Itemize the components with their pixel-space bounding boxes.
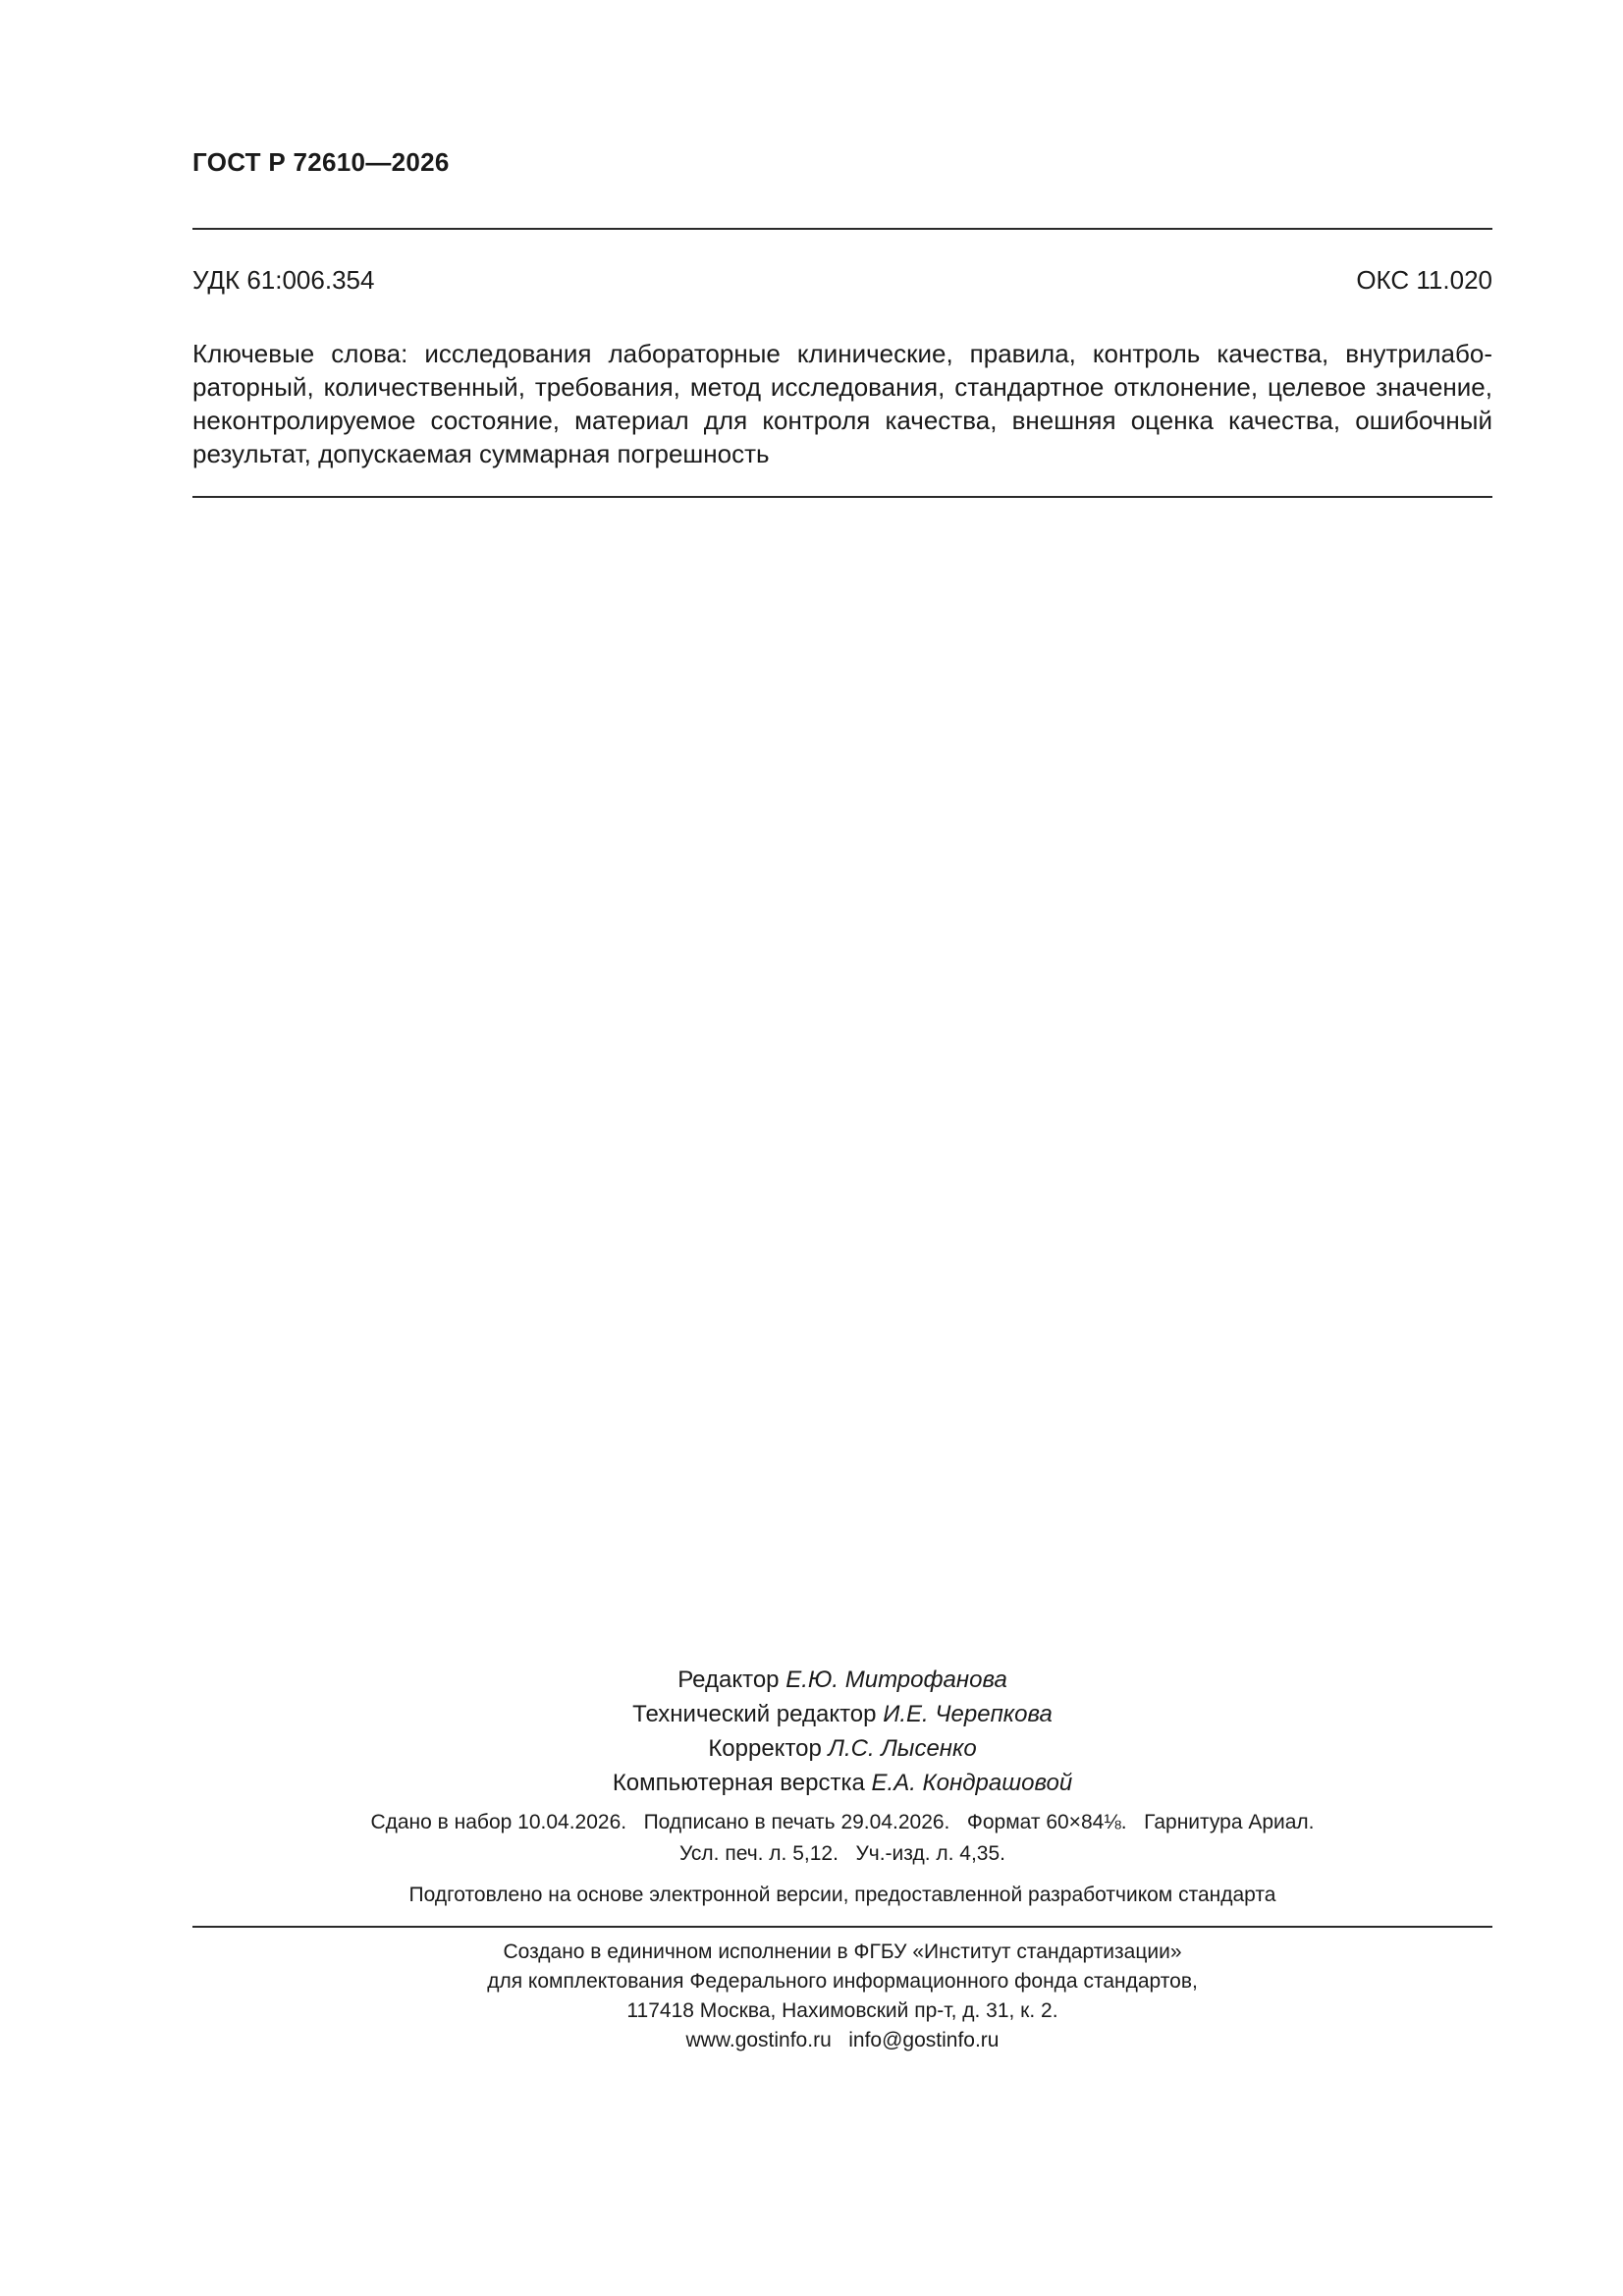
print-info-line-2: Усл. печ. л. 5,12. Уч.-изд. л. 4,35.: [678, 1842, 1005, 1865]
prepared-note: Подготовлено на основе электронной версии, предоставленной разработчиком стандарта: [408, 1884, 1276, 1906]
footer-contacts: www.gostinfo.ru info@gostinfo.ru: [685, 2029, 1000, 2051]
footer-divider: [192, 1926, 1492, 1928]
layout-label: Компьютерная верстка: [612, 1770, 865, 1796]
editor-line: [192, 1663, 1492, 1697]
keywords-paragraph: Ключевые слова: исследования лабораторные клинические, правила, контроль качества, внутрилабораторный, количественный, требования, метод исследования, стандартное отклонение, целевое значение, неконтролируемое состояние, материал для контроля качества, внешняя оценка качества, ошибочный результат, допускаемая суммарная погрешность: [192, 339, 1492, 468]
proofreader-label: Корректор: [708, 1735, 822, 1762]
top-divider: [192, 228, 1492, 230]
print-info: [192, 1807, 1492, 1870]
publisher-footer: [192, 1938, 1492, 2055]
tech-editor-label: Технический редактор: [632, 1701, 877, 1727]
proofreader-name: Л.С. Лысенко: [828, 1735, 977, 1762]
document-id: ГОСТ Р 72610—2026: [192, 147, 450, 177]
footer-line-1: Создано в единичном исполнении в ФГБУ «Институт стандартизации»: [503, 1941, 1182, 1963]
footer-line-3: 117418 Москва, Нахимовский пр-т, д. 31, к. 2.: [626, 1999, 1058, 2022]
credits-block: [192, 1663, 1492, 1800]
editor-name: Е.Ю. Митрофанова: [785, 1667, 1007, 1693]
tech-editor-name: И.Е. Черепкова: [883, 1701, 1053, 1727]
layout-name: Е.А. Кондрашовой: [871, 1770, 1073, 1796]
oks-code: ОКС 11.020: [1356, 265, 1492, 295]
udk-code: УДК 61:006.354: [192, 265, 375, 295]
proofreader-line: [192, 1731, 1492, 1766]
editor-label: Редактор: [677, 1667, 780, 1693]
tech-editor-line: [192, 1697, 1492, 1731]
layout-line: [192, 1766, 1492, 1800]
print-info-line-1: Сдано в набор 10.04.2026. Подписано в печать 29.04.2026. Формат 60×84⅛. Гарнитура Ариал.: [370, 1811, 1315, 1833]
footer-line-2: для комплектования Федерального информационного фонда стандартов,: [487, 1970, 1198, 1993]
keywords-divider: [192, 496, 1492, 498]
